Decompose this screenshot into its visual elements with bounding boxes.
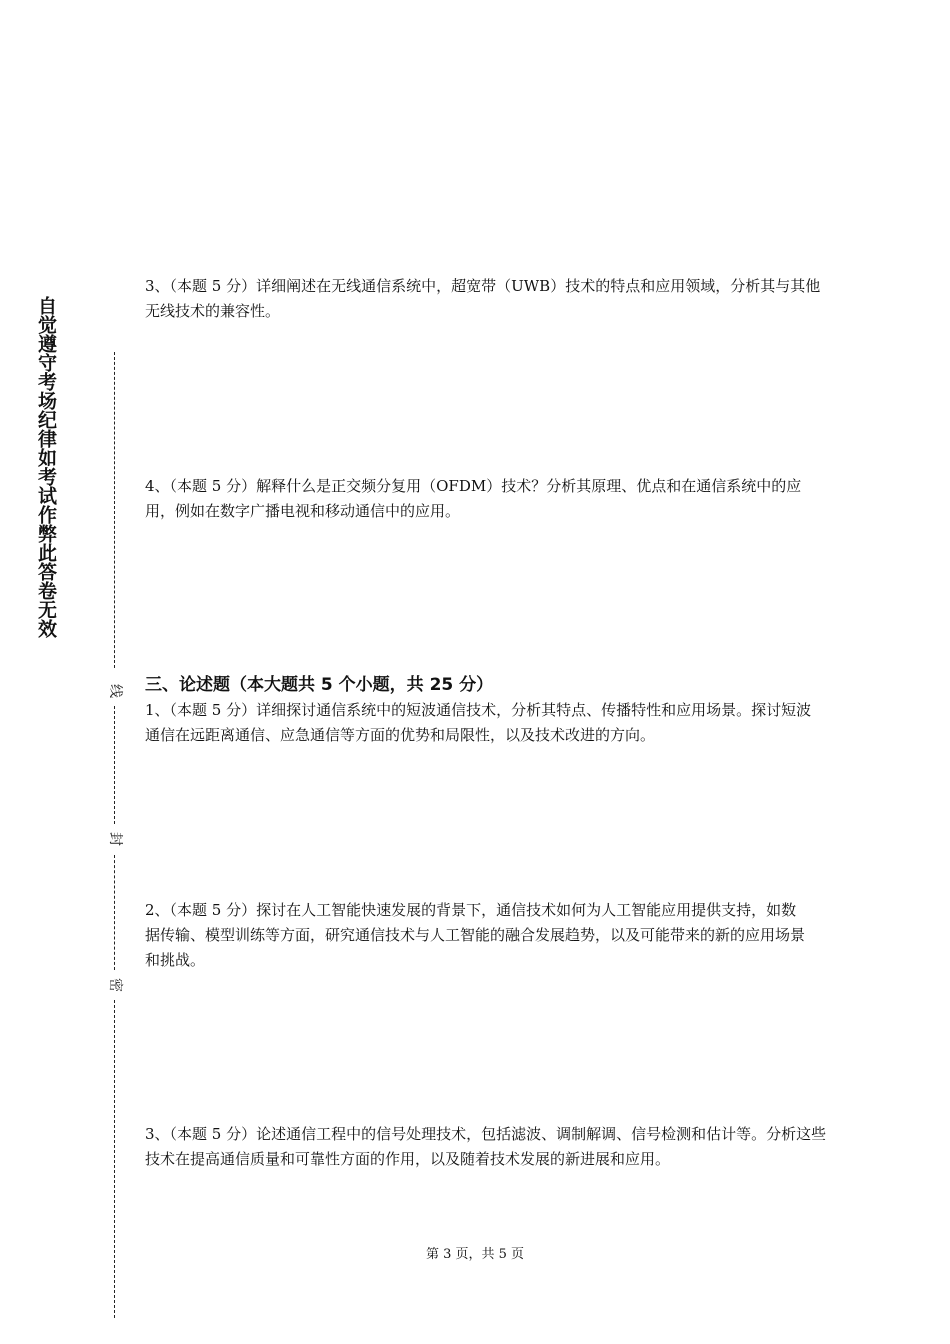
binding-label-secret: 密 <box>107 978 123 992</box>
exam-discipline-notice: 自觉遵守考场纪律如考试作弊此答卷无效 <box>35 296 57 638</box>
binding-line-segment <box>114 706 115 824</box>
binding-label-line: 线 <box>107 684 123 698</box>
question-ai-communication: 2、（本题 5 分）探讨在人工智能快速发展的背景下，通信技术如何为人工智能应用提供支持，如数据传输、模型训练等方面，研究通信技术与人工智能的融合发展趋势，以及可能带来的新的应用场景和挑战。 <box>145 901 806 969</box>
question-shortwave: 1、（本题 5 分）详细探讨通信系统中的短波通信技术，分析其特点、传播特性和应用场景。探讨短波通信在远距离通信、应急通信等方面的优势和局限性，以及技术改进的方向。 <box>145 701 812 744</box>
binding-line-segment <box>114 855 115 970</box>
question-ofdm: 4、（本题 5 分）解释什么是正交频分复用（OFDM）技术？分析其原理、优点和在通信系统中的应用，例如在数字广播电视和移动通信中的应用。 <box>145 477 802 520</box>
binding-line-segment <box>114 352 115 668</box>
question-uwb: 3、（本题 5 分）详细阐述在无线通信系统中，超宽带（UWB）技术的特点和应用领域，分析其与其他无线技术的兼容性。 <box>145 277 821 320</box>
section-title-essay: 三、论述题（本大题共 5 个小题，共 25 分） <box>145 675 494 695</box>
question-signal-processing: 3、（本题 5 分）论述通信工程中的信号处理技术，包括滤波、调制解调、信号检测和估计等。分析这些技术在提高通信质量和可靠性方面的作用，以及随着技术发展的新进展和应用。 <box>145 1125 827 1168</box>
binding-label-seal: 封 <box>107 832 123 846</box>
page-number: 第 3 页，共 5 页 <box>425 1247 525 1262</box>
binding-line-segment <box>114 1000 115 1318</box>
